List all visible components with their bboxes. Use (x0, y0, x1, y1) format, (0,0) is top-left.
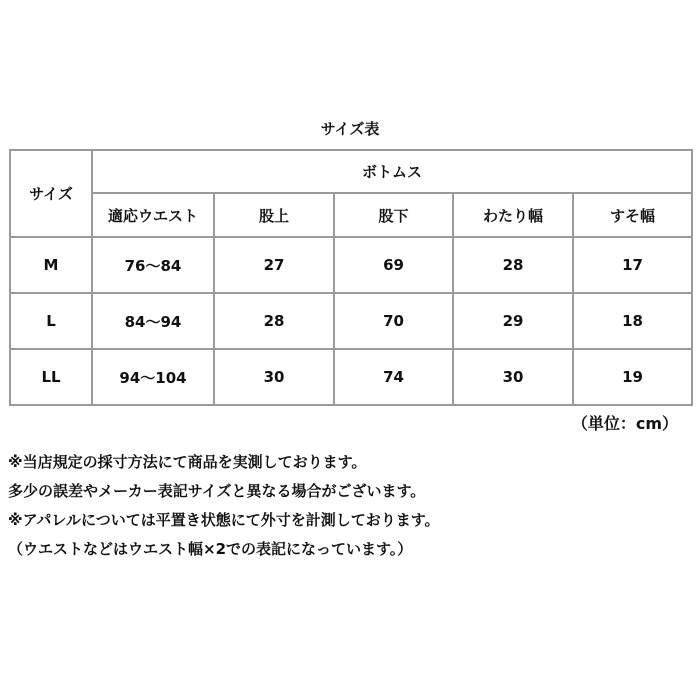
column-header-inseam: 股下 (334, 193, 453, 237)
table-cell: 18 (573, 293, 692, 349)
column-header-hem-width: すそ幅 (573, 193, 692, 237)
table-cell: 76～84 (92, 237, 214, 293)
table-cell: 17 (573, 237, 692, 293)
column-header-rise: 股上 (214, 193, 334, 237)
size-label: LL (10, 349, 92, 405)
table-cell: 28 (453, 237, 573, 293)
size-column-header: サイズ (10, 150, 92, 237)
column-header-thigh-width: わたり幅 (453, 193, 573, 237)
size-label: L (10, 293, 92, 349)
table-cell: 27 (214, 237, 334, 293)
size-table (9, 149, 693, 406)
table-cell: 94～104 (92, 349, 214, 405)
column-header-waist: 適応ウエスト (92, 193, 214, 237)
table-cell: 19 (573, 349, 692, 405)
unit-label: （単位：cm） (571, 414, 678, 433)
note-line: 多少の誤差やメーカー表記サイズと異なる場合がございます。 (8, 482, 426, 500)
note-line: （ウエストなどはウエスト幅×2での表記になっています。） (8, 540, 413, 558)
table-cell: 29 (453, 293, 573, 349)
bottoms-group-header: ボトムス (92, 150, 692, 193)
table-header-row (10, 150, 692, 193)
table-cell: 69 (334, 237, 453, 293)
note-line: ※アパレルについては平置き状態にて外寸を計測しております。 (8, 511, 440, 529)
table-cell: 84～94 (92, 293, 214, 349)
notes-block (8, 448, 692, 564)
table-cell: 70 (334, 293, 453, 349)
page-title: サイズ表 (320, 120, 380, 138)
table-column-header-row (10, 193, 692, 237)
size-label: M (10, 237, 92, 293)
table-cell: 74 (334, 349, 453, 405)
table-cell: 30 (453, 349, 573, 405)
table-row (10, 293, 692, 349)
table-cell: 30 (214, 349, 334, 405)
table-cell: 28 (214, 293, 334, 349)
note-line: ※当店規定の採寸方法にて商品を実測しております。 (8, 453, 367, 471)
table-row (10, 237, 692, 293)
table-row (10, 349, 692, 405)
